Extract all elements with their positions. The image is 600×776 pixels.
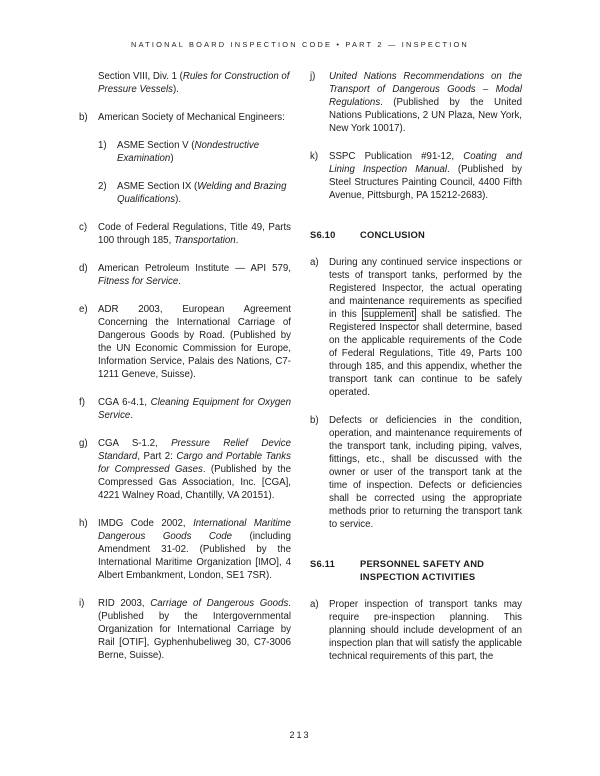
reference-item-i: i) RID 2003, Carriage of Dangerous Goods. (Published by the Intergovernmental Organization for International Carriage by Rail [OTIF], Gyphenhubeliweg 30, C7-3006 Berne, Suisse). [79, 598, 291, 661]
reference-item-c: c) Code of Federal Regulations, Title 49, Parts 100 through 185, Transportation. [79, 222, 291, 246]
reference-item-e: e) ADR 2003, European Agreement Concerning the International Carriage of Dangerous Goods by Road. (Published by the UN Economic Commission for Europe, Information Service, Palais des Nations, C7-1211 Geneve, Suisse). [79, 304, 291, 380]
safety-paragraph-a: a) Proper inspection of transport tanks may require pre-inspection planning. This planning should include development of an inspection plan that will satisfy the applicable technical requirements of this part, the [310, 599, 522, 662]
reference-continuation: Section VIII, Div. 1 (Rules for Construction of Pressure Vessels). [98, 71, 290, 95]
reference-item-f: f) CGA 6-4.1, Cleaning Equipment for Oxygen Service. [79, 397, 291, 421]
reference-item-k: k) SSPC Publication #91-12, Coating and Lining Inspection Manual. (Published by Steel Structures Painting Council, 4400 Fifth Avenue, Pittsburgh, PA 15212-2683). [310, 151, 522, 201]
reference-item-b: b) American Society of Mechanical Engineers: [79, 112, 285, 123]
conclusion-paragraph-a: a) During any continued service inspections or tests of transport tanks, performed by the Registered Inspector, the actual operating and maintenance requirements as specified in this supplement shall be satisfied. The Registered Inspector shall determine, based on the applicable requirements of the Code of Federal Regulations, Title 49, Parts 100 through 185, and this appendix, whether the transport tank can continue to be safely operated. [310, 257, 523, 398]
section-heading-s6-11: S6.11 PERSONNEL SAFETY AND INSPECTION ACTIVITIES [310, 558, 485, 582]
supplement-boxed-term: supplement [363, 309, 414, 320]
reference-item-d: d) American Petroleum Institute — API 579, Fitness for Service. [79, 263, 291, 287]
reference-subitem-2: 2) ASME Section IX (Welding and Brazing Qualifications). [98, 181, 287, 205]
section-heading-s6-10: S6.10 CONCLUSION [310, 229, 426, 240]
reference-subitem-1: 1) ASME Section V (Nondestructive Examination) [98, 140, 260, 164]
running-header: NATIONAL BOARD INSPECTION CODE • PART 2 — INSPECTION [131, 40, 469, 49]
conclusion-paragraph-b: b) Defects or deficiencies in the condition, operation, and maintenance requirements of the transport tank, including piping, valves, fittings, etc., shall be discussed with the owner or user of the transport tank at the time of inspection. Defects or deficiencies shall be corrected using the appropriate methods prior to returning the transport tank to service. [310, 415, 522, 530]
reference-item-j: j) United Nations Recommendations on the Transport of Dangerous Goods – Modal Regulations. (Published by the United Nations Publications, 2 UN Plaza, New York, New York 10017). [310, 71, 522, 134]
reference-item-h: h) IMDG Code 2002, International Maritime Dangerous Goods Code (including Amendment 31-02. (Published by the International Maritime Organization [IMO], 4 Albert Embankment, London, SE1 7SR). [79, 518, 291, 581]
left-column [79, 70, 291, 677]
page-number: 213 [289, 730, 311, 740]
right-column [310, 70, 522, 678]
reference-item-g: g) CGA S-1.2, Pressure Relief Device Standard, Part 2: Cargo and Portable Tanks for Compressed Gases. (Published by the Compressed Gas Association, Inc. [CGA], 4221 Walney Road, Chantilly, VA 20151). [79, 438, 291, 501]
